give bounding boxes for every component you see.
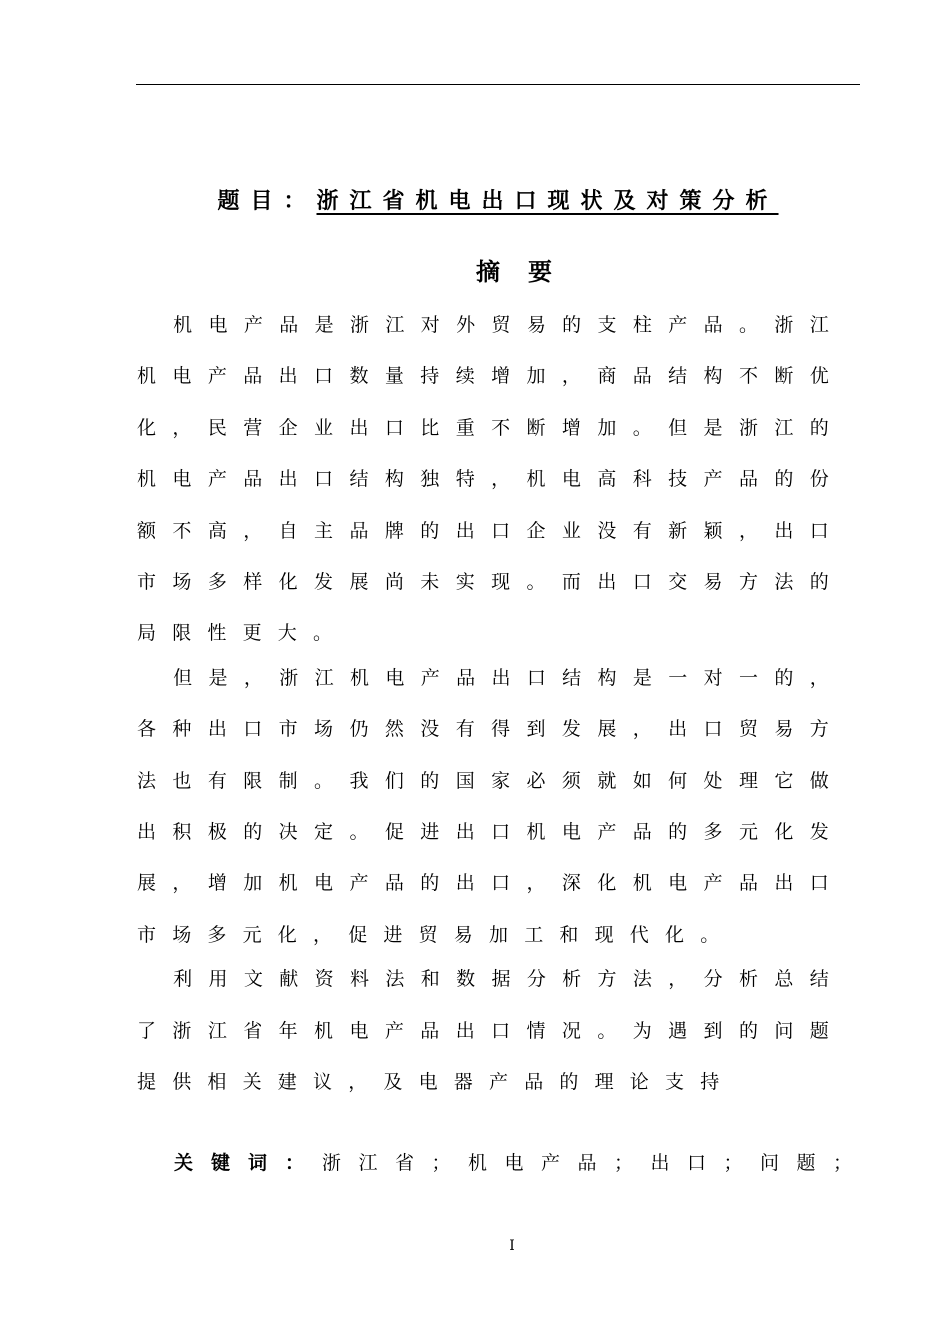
title-label: 题目： — [217, 189, 317, 214]
keywords-line — [174, 1146, 870, 1180]
keywords-label: 关键词： — [174, 1152, 323, 1174]
keywords-values: 浙江省；机电产品；出口；问题； — [322, 1152, 870, 1174]
document-title — [136, 184, 860, 215]
header-rule — [136, 84, 860, 85]
abstract-paragraph-3: 利用文献资料法和数据分析方法，分析总结了浙江省年机电产品出口情况。为遇到的问题提供相关建议，及电器产品的理论支持 — [137, 968, 845, 1094]
title-text: 浙江省机电出口现状及对策分析 — [316, 189, 779, 214]
abstract-paragraph-2: 但是，浙江机电产品出口结构是一对一的，各种出口市场仍然没有得到发展，出口贸易方法也有限制。我们的国家必须就如何处理它做出积极的决定。促进出口机电产品的多元化发展，增加机电产品的出口，深化机电产品出口市场多元化，促进贸易加工和现代化。 — [137, 666, 845, 946]
abstract-paragraph-1: 机电产品是浙江对外贸易的支柱产品。浙江机电产品出口数量持续增加，商品结构不断优化，民营企业出口比重不断增加。但是浙江的机电产品出口结构独特，机电高科技产品的份额不高，自主品牌的出口企业没有新颖，出口市场多样化发展尚未实现。而出口交易方法的局限性更大。 — [137, 314, 845, 645]
page-number: I — [509, 1238, 515, 1254]
abstract-body — [137, 300, 845, 1109]
abstract-heading: 摘要 — [476, 258, 580, 286]
